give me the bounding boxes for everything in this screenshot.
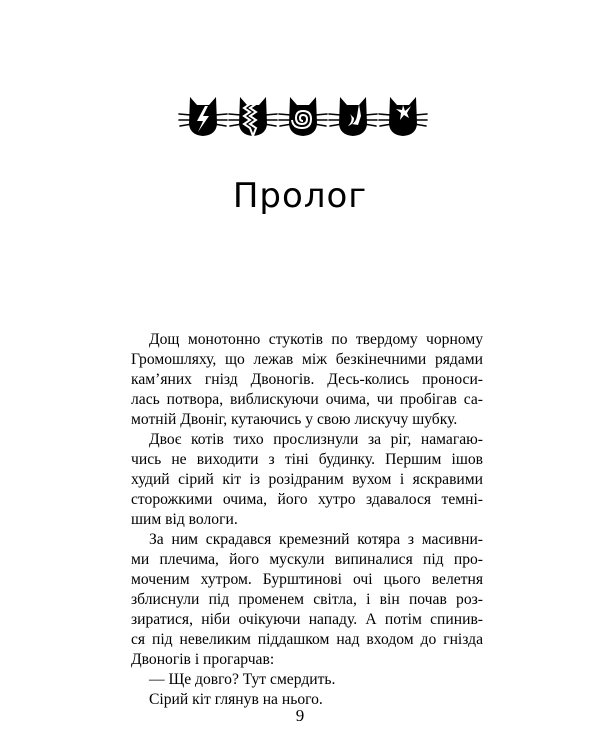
text-line: зблиснули під променем світла, і він почав роз- (131, 591, 483, 608)
wind-spiral-cat-emblem-icon (278, 94, 328, 138)
star-cat-emblem-icon (378, 94, 428, 138)
text-line: шим від вологи. (131, 511, 238, 528)
text-line: Двоє котів тихо прослизнули за ріг, намагаю- (149, 431, 483, 448)
text-line: ми плечима, його мускули випиналися під про- (131, 551, 483, 568)
text-line: моченим хутром. Бурштинові очі цього велетня (131, 571, 483, 588)
text-line: лась потвора, виблискуючи очима, чи пробігав са- (131, 391, 483, 408)
shadow-moon-cat-emblem-icon (328, 94, 378, 138)
clan-emblems-row (178, 94, 428, 138)
lightning-cat-emblem-icon (178, 94, 228, 138)
prologue-text (131, 330, 483, 710)
page-number: 9 (295, 706, 305, 725)
text-line: Сірий кіт глянув на нього. (149, 691, 323, 708)
text-line: — Ще довго? Тут смердить. (149, 671, 336, 688)
text-line: худий сірий кіт із розідраним вухом і яскравими (131, 471, 483, 488)
river-cat-emblem-icon (228, 94, 278, 138)
text-line: Двоногів і прогарчав: (131, 651, 275, 668)
chapter-title: Пролог (232, 176, 368, 216)
text-line: зиратися, ніби очікуючи нападу. А потім спинив- (131, 611, 483, 628)
text-line: Громошляху, що лежав між безкінечними рядами (131, 351, 483, 368)
text-line: За ним скрадався кремезний котяра з масивни- (149, 531, 483, 548)
text-line: чись не виходити з тіні будинку. Першим ішов (131, 451, 483, 468)
text-line: ся під невеликим піддашком над входом до гнізда (131, 631, 483, 648)
text-line: Дощ монотонно стукотів по твердому чорному (149, 331, 483, 348)
text-line: кам’яних гнізд Двоногів. Десь-колись проноси- (131, 371, 483, 388)
text-line: мотній Двоніг, кутаючись у свою лискучу шубку. (131, 411, 458, 428)
text-line: сторожкими очима, його хутро здавалося темні- (131, 491, 483, 508)
